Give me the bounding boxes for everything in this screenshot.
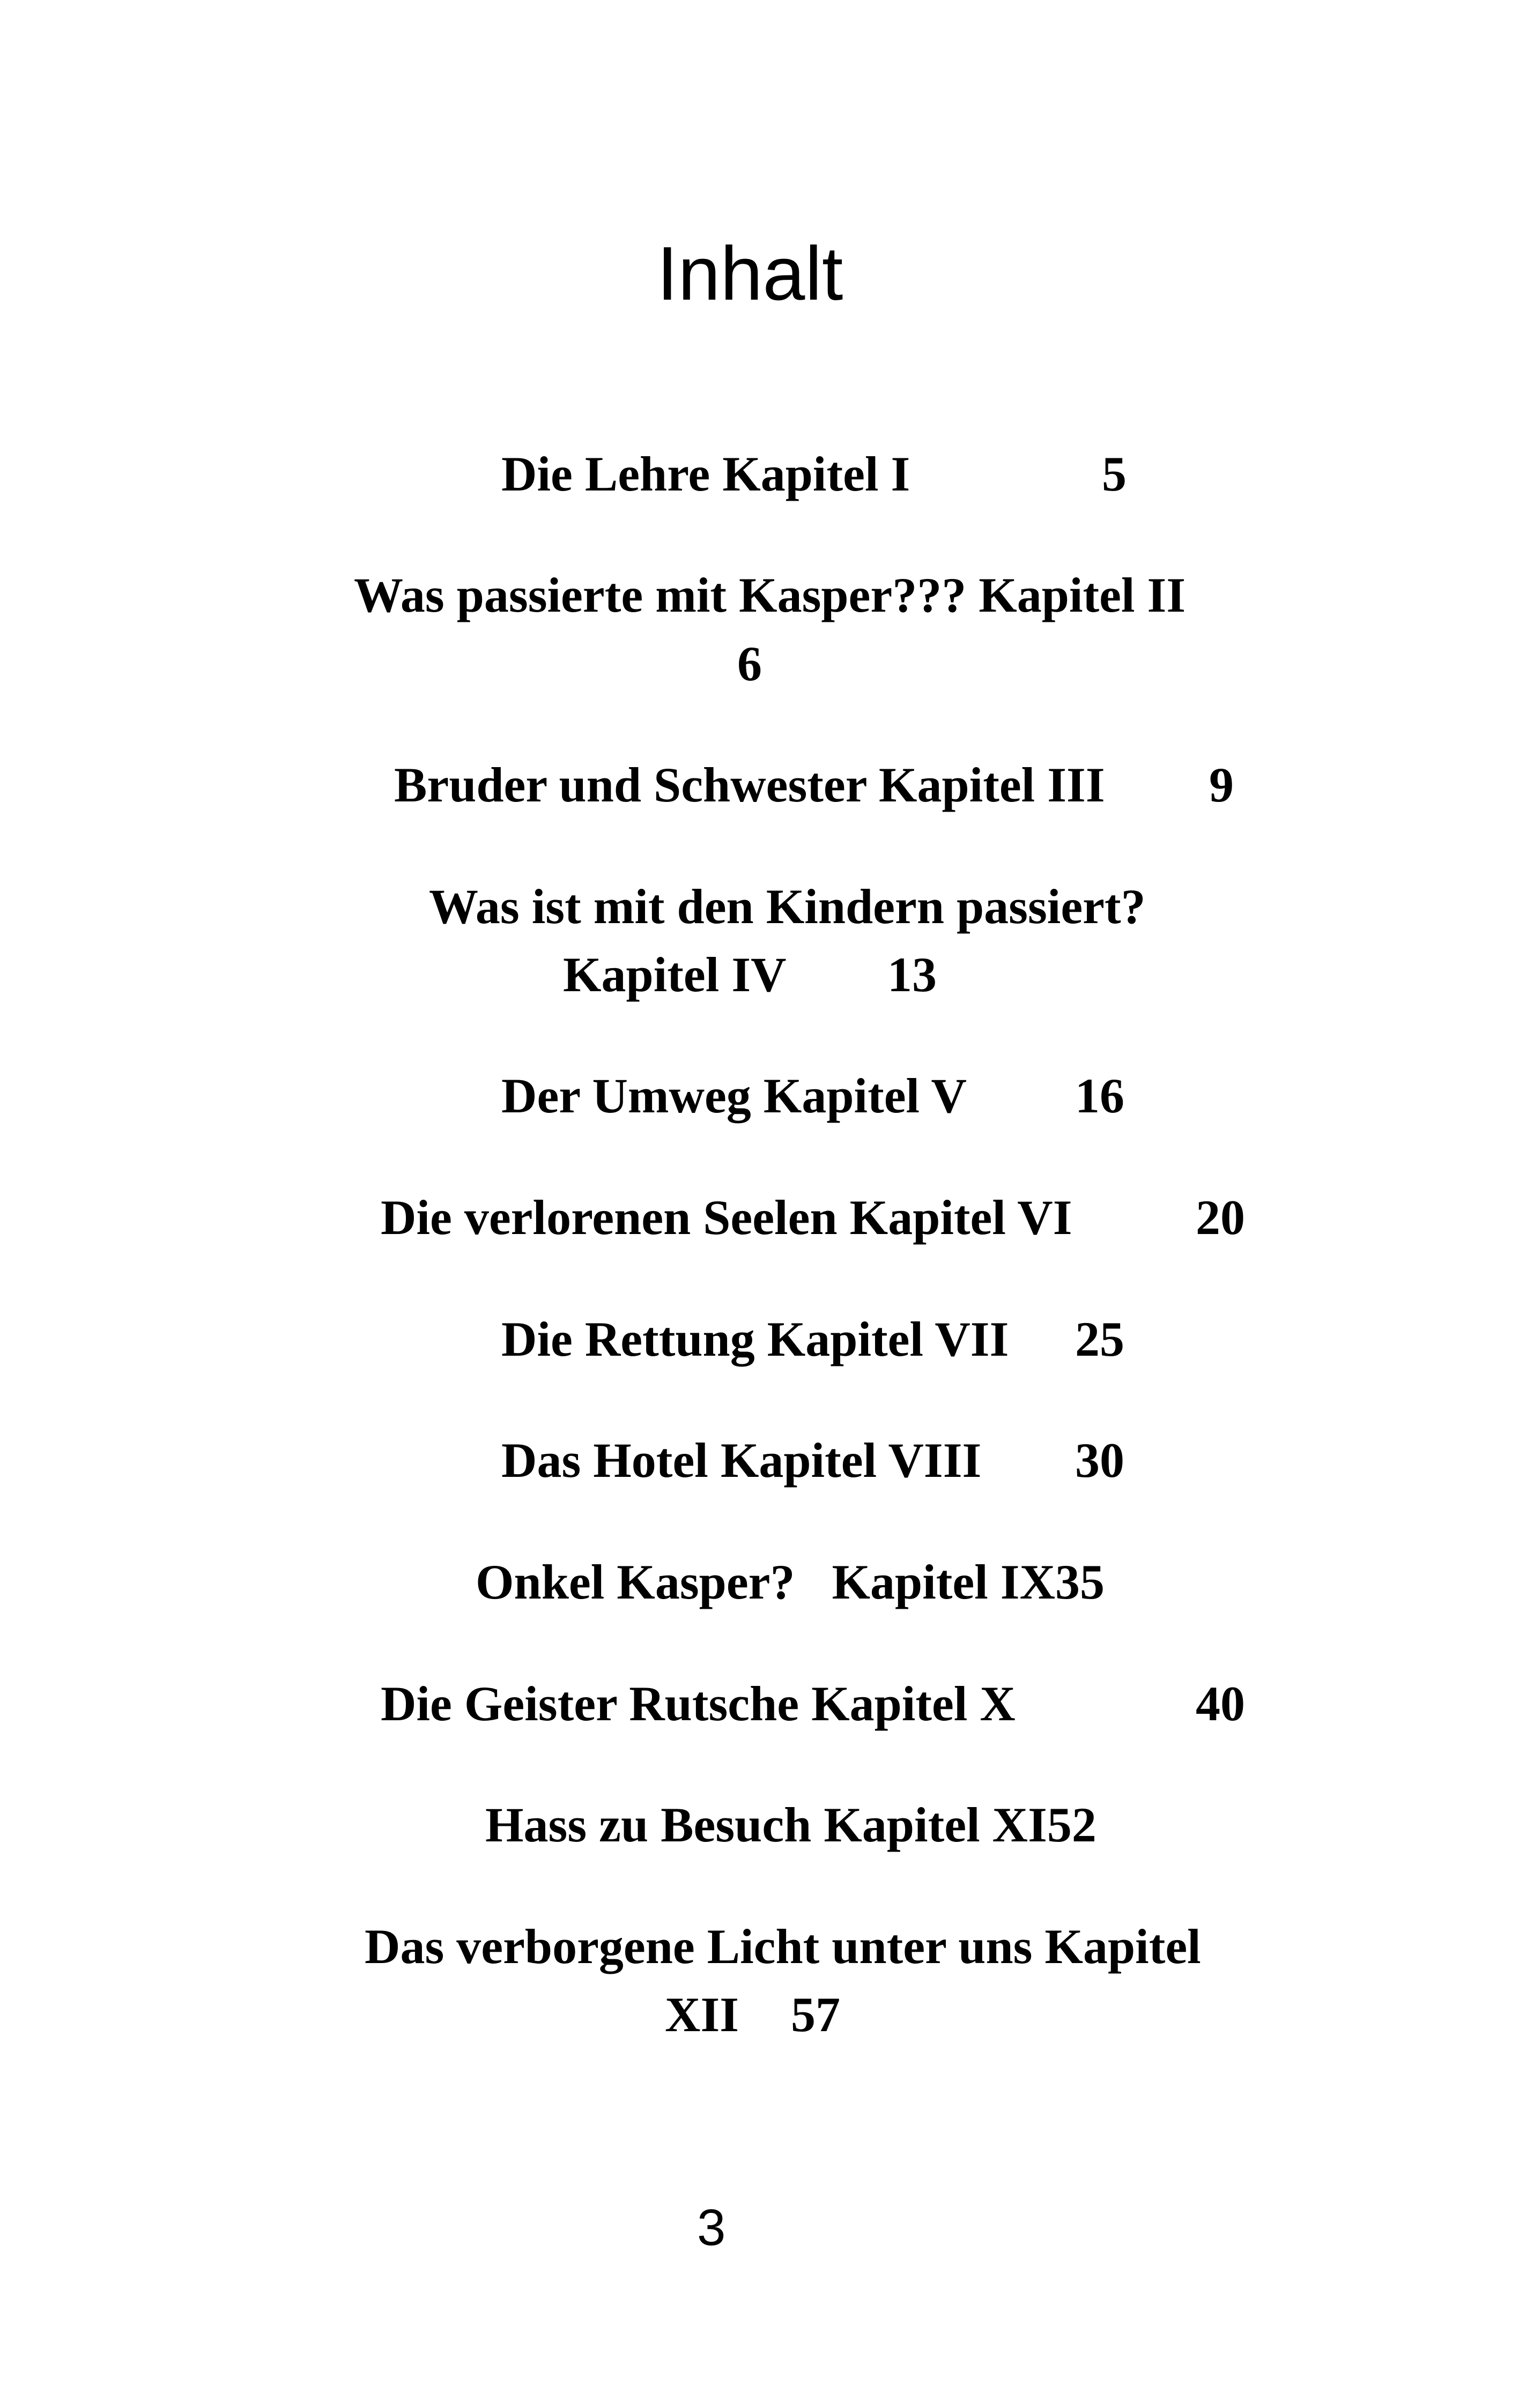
- toc-entry-6-title: Die verlorenen Seelen Kapitel VI: [381, 1190, 1072, 1245]
- toc-entry-12-title-line1: Das verborgene Licht unter uns Kapitel: [365, 1919, 1201, 1974]
- toc-entry-4-title-line1: Was ist mit den Kindern passiert?: [429, 879, 1146, 934]
- toc-entry-5-page: 16: [1075, 1068, 1124, 1123]
- toc-entry-11-title: Hass zu Besuch Kapitel XI52: [485, 1797, 1096, 1852]
- toc-entry-1-title: Die Lehre Kapitel I: [501, 447, 910, 501]
- toc-entry-4-page: 13: [887, 947, 937, 1002]
- toc-entry-7-page: 25: [1075, 1312, 1124, 1366]
- toc-entry-12-page: 57: [791, 1987, 840, 2042]
- toc-entry-9-title: Onkel Kasper? Kapitel IX35: [476, 1555, 1105, 1609]
- toc-entry-6-page: 20: [1196, 1190, 1245, 1245]
- toc-entry-3-page: 9: [1209, 757, 1234, 812]
- toc-entry-8-page: 30: [1075, 1433, 1124, 1488]
- toc-entry-2-page: 6: [737, 636, 762, 691]
- page-number: 3: [697, 2199, 726, 2256]
- toc-entry-5-title: Der Umweg Kapitel V: [501, 1068, 967, 1123]
- toc-entry-10-page: 40: [1196, 1676, 1245, 1731]
- toc-entry-4-title-line2: Kapitel IV: [563, 947, 787, 1002]
- toc-entry-10-title: Die Geister Rutsche Kapitel X: [381, 1676, 1016, 1731]
- page-title: Inhalt: [657, 231, 843, 316]
- toc-entry-1-page: 5: [1102, 447, 1127, 501]
- toc-entry-2-title: Was passierte mit Kasper??? Kapitel II: [354, 568, 1186, 622]
- toc-entry-7-title: Die Rettung Kapitel VII: [501, 1312, 1009, 1366]
- toc-entry-3-title: Bruder und Schwester Kapitel III: [394, 757, 1105, 812]
- toc-entry-12-title-line2: XII: [665, 1987, 739, 2042]
- toc-entry-8-title: Das Hotel Kapitel VIII: [501, 1433, 982, 1488]
